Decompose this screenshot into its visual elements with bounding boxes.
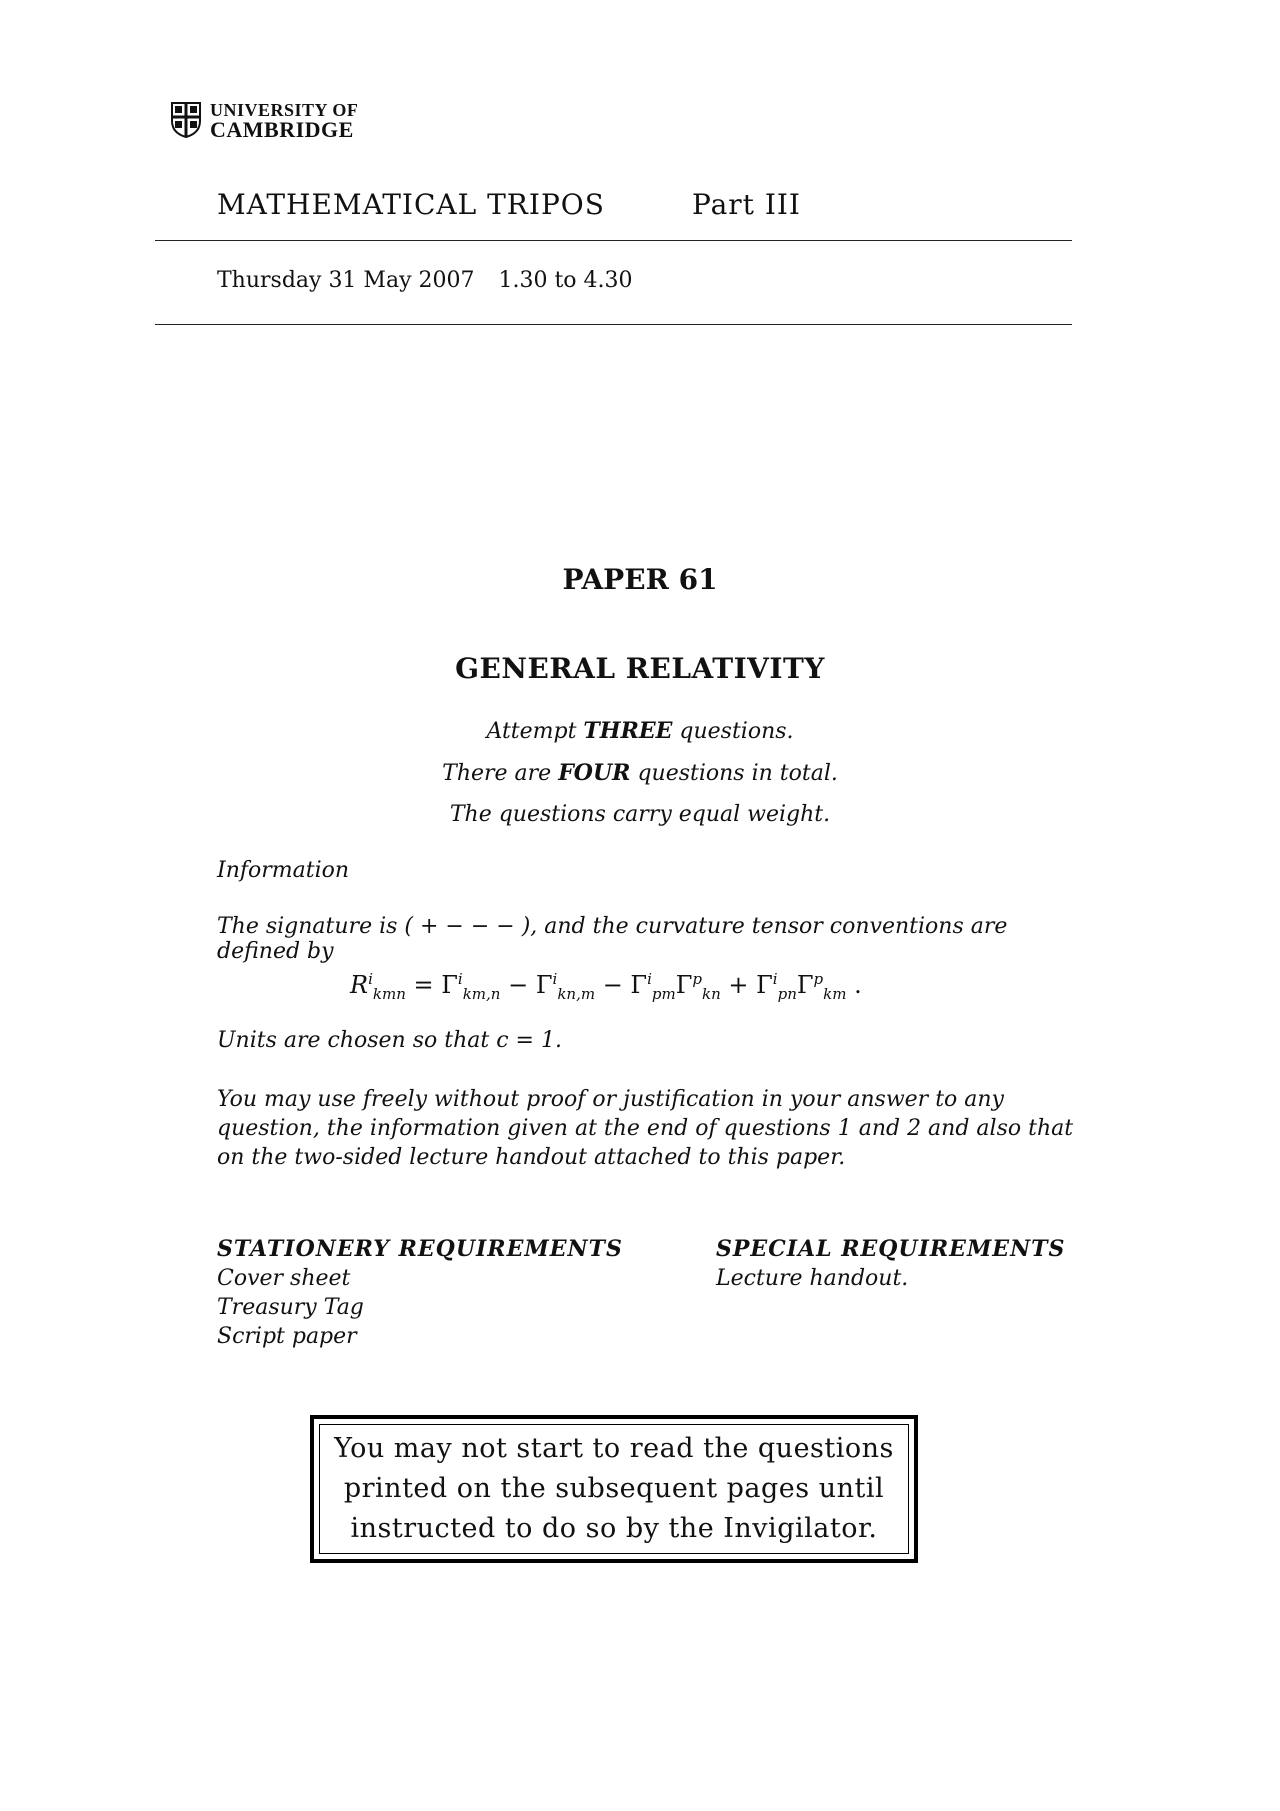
exam-date: Thursday 31 May 2007 [217, 268, 475, 293]
paper-number: PAPER 61 [562, 563, 718, 596]
notice-line: instructed to do so by the Invigilator. [350, 1513, 878, 1544]
invigilator-notice [319, 1424, 909, 1554]
instruction-line [0, 802, 1280, 827]
freely-statement: You may use freely without proof or justification in your answer to any question, the information given at the end of questions 1 and 2 and also that on the two-sided lecture handout attached to this paper. [217, 1087, 1074, 1170]
special-requirements [716, 1235, 1065, 1293]
university-logo [170, 100, 358, 140]
instruction-text: questions. [672, 719, 794, 744]
stationery-heading: STATIONERY REQUIREMENTS [217, 1236, 623, 1262]
invigilator-notice-box [310, 1415, 918, 1563]
header-rule-top [155, 240, 1072, 241]
paper-subject: GENERAL RELATIVITY [455, 652, 825, 685]
stationery-item: Cover sheet [217, 1266, 351, 1291]
stationery-requirements [217, 1235, 623, 1351]
exam-time: 1.30 to 4.30 [498, 268, 633, 293]
instruction-emphasis: THREE [583, 718, 673, 744]
notice-line: You may not start to read the questions [334, 1433, 894, 1464]
instruction-text: Attempt [486, 719, 584, 744]
stationery-item: Script paper [217, 1324, 357, 1349]
special-item: Lecture handout. [716, 1266, 909, 1291]
information-heading: Information [217, 858, 350, 883]
exam-date-time [217, 268, 657, 293]
stationery-item: Treasury Tag [217, 1295, 364, 1320]
units-statement: Units are chosen so that c = 1. [217, 1028, 562, 1053]
notice-line: printed on the subsequent pages until [343, 1473, 885, 1504]
exam-title: MATHEMATICAL TRIPOS [217, 188, 605, 221]
crest-icon [170, 101, 202, 139]
instruction-text: questions in total. [630, 761, 838, 786]
instruction-text: The questions carry equal weight. [449, 802, 831, 827]
instruction-emphasis: FOUR [558, 760, 631, 786]
logo-line1: UNIVERSITY OF [210, 100, 359, 120]
header-rule-bottom [155, 324, 1072, 325]
logo-line2: CAMBRIDGE [210, 117, 354, 142]
instruction-line [0, 718, 1280, 744]
special-heading: SPECIAL REQUIREMENTS [716, 1236, 1066, 1262]
signature-statement: The signature is ( + − − − ), and the curvature tensor conventions are defined by [217, 914, 1008, 964]
curvature-formula: $R^i_{kmn} = \Gamma^i_{km,n} - \Gamma^i_{kn,m} - \Gamma^i_{pm}\Gamma^p_{kn} + \Gamma^i_{pn}\Gamma^p_{km}$ . [350, 970, 862, 1003]
exam-part: Part III [692, 188, 801, 221]
instruction-text: There are [442, 761, 559, 786]
instruction-line [0, 760, 1280, 786]
